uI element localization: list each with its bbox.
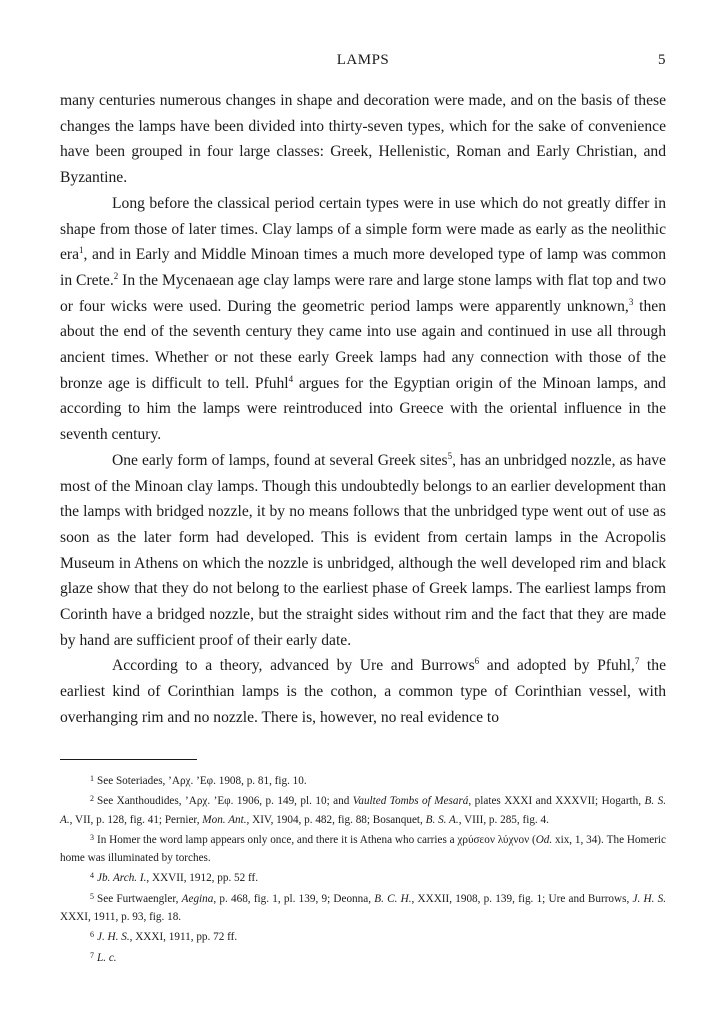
footnote-citation: J. H. S. [97, 931, 130, 944]
footnote-4 [60, 867, 666, 887]
footnote-text: , p. 468, fig. 1, pl. 139, 9; Deonna, [213, 892, 375, 905]
footnote-greek: ’Αρχ. ’Εφ. [168, 775, 216, 787]
footnote-text: In Homer the word lamp appears only once, and there it is Athena who carries a [97, 833, 458, 846]
footnote-5 [60, 888, 666, 927]
footnote-citation: J. H. S. [632, 892, 667, 905]
footnote-text: , XIV, 1904, p. 482, fig. 88; Bosanquet, [246, 813, 426, 826]
footnote-text: ( [529, 833, 536, 846]
footnote-citation: B. C. H. [374, 892, 412, 905]
footnote-ref-7[interactable]: 7 [634, 656, 640, 667]
paragraph-4-text: According to a theory, advanced by Ure and Burrows [112, 657, 475, 675]
footnote-mark: 1 [90, 774, 94, 783]
paragraph-4-text: and adopted by Pfuhl, [479, 657, 635, 675]
paragraph-2-text: then about the end of the seventh century they came into use again and continued in use all through ancient times. Whether or not these early Greek lamps had any connection with those of the bronze age is difficult to tell. Pfuhl [60, 297, 666, 392]
footnote-7 [60, 947, 666, 967]
footnote-mark: 3 [90, 832, 94, 842]
footnote-text: , XXXI, 1911, pp. 72 ff. [129, 931, 238, 944]
footnote-text: , XXXII, 1908, p. 139, fig. 1; Ure and Burrows, [411, 892, 633, 905]
footnote-text: , VII, p. 128, fig. 41; Pernier, [69, 813, 203, 826]
footnote-mark: 6 [90, 930, 94, 940]
footnote-greek: ’Αρχ. ’Εφ. [185, 795, 234, 808]
footnote-divider [60, 759, 197, 760]
footnote-ref-1[interactable]: 1 [79, 245, 84, 256]
footnote-citation: B. S. A. [425, 813, 459, 826]
footnote-citation: L. c. [97, 951, 117, 964]
paragraph-4 [60, 653, 666, 730]
paragraph-2-text: , and in Early and Middle Minoan times a much more developed type of lamp was common in Crete. [60, 246, 666, 289]
paragraph-3 [60, 448, 666, 654]
footnote-ref-6[interactable]: 6 [474, 656, 480, 667]
footnote-text: , plates XXXI and XXXVII; Hogarth, [468, 795, 645, 808]
footnote-6 [60, 926, 666, 946]
footnote-citation: Mon. Ant. [202, 813, 247, 826]
paragraph-3-text: One early form of lamps, found at several Greek sites [112, 451, 448, 469]
footnote-ref-4[interactable]: 4 [288, 373, 294, 384]
footnote-1 [60, 770, 666, 790]
paragraph-2-text: In the Mycenaean age clay lamps were rare and large stone lamps with flat top and two or four wicks were used. During the geometric period lamps were apparently unknown, [60, 271, 666, 315]
body-text [60, 88, 666, 731]
footnote-mark: 4 [90, 871, 94, 881]
footnote-ref-3[interactable]: 3 [628, 296, 634, 307]
footnote-text: xix, 1, 34). The Homeric home was illuminated by torches. [60, 833, 666, 865]
paragraph-2 [60, 191, 666, 448]
footnote-text: , VIII, p. 285, fig. 4. [458, 813, 549, 826]
footnote-mark: 2 [90, 794, 94, 804]
footnote-citation: Aegina [181, 892, 214, 905]
footnote-ref-2[interactable]: 2 [113, 270, 119, 281]
footnote-ref-5[interactable]: 5 [447, 450, 453, 461]
footnote-text: 1908, p. 81, fig. 10. [215, 775, 307, 787]
page-number: 5 [658, 52, 666, 68]
footnote-mark: 5 [90, 891, 94, 901]
footnote-citation: Jb. Arch. I. [97, 872, 147, 885]
running-title: LAMPS [336, 52, 390, 68]
paragraph-2-text: argues for the Egyptian origin of the Minoan lamps, and according to him the lamps were reintroduced into Greece with the oriental influence in the seventh century. [60, 374, 666, 444]
footnote-greek: χρύσεον λύχνον [457, 833, 530, 846]
running-head [60, 52, 666, 72]
paragraph-2-text: Long before the classical period certain types were in use which do not greatly differ in shape from those of later times. Clay lamps of a simple form were made as early as the neolithic era [60, 194, 666, 264]
footnote-citation: Vaulted Tombs of Mesará [352, 795, 469, 808]
paragraph-1-text: many centuries numerous changes in shape and decoration were made, and on the basis of these changes the lamps have been divided into thirty-seven types, which for the sake of convenience have been grouped in four large classes: Greek, Hellenistic, Roman and Early Christian, and Byzantine. [60, 92, 666, 187]
footnote-2 [60, 790, 666, 829]
footnote-text: , XXVII, 1912, pp. 52 ff. [146, 872, 259, 885]
paragraph-4-text: the earliest kind of Corinthian lamps is the cothon, a common type of Corinthian vessel, with overhanging rim and no nozzle. There is, however, no real evidence to [60, 657, 666, 726]
footnote-3 [60, 829, 666, 868]
footnote-text: See Furtwaengler, [97, 892, 182, 905]
footnote-citation: B. S. A. [60, 795, 666, 826]
footnote-text: See Xanthoudides, [97, 795, 186, 808]
footnote-citation: Od. [535, 833, 553, 846]
footnotes [60, 770, 666, 967]
footnote-text: See Soteriades, [97, 775, 169, 787]
paragraph-3-text: , has an unbridged nozzle, as have most of the Minoan clay lamps. Though this undoubtedly belongs to an earlier development than the lamps with bridged nozzle, it by no means follows that the unbridged type went out of use as soon as the later form had developed. This is evident from certain lamps in the Acropolis Museum in Athens on which the nozzle is unbridged, although the well developed rim and black glaze show that they do not belong to the earliest phase of Greek lamps. The earliest lamps from Corinth have a bridged nozzle, but the straight sides without rim and the fact that they are made by hand are sufficient proof of their early date. [60, 451, 666, 649]
footnote-text: XXXI, 1911, p. 93, fig. 18. [60, 911, 182, 924]
paragraph-1 [60, 88, 666, 191]
footnote-text: 1906, p. 149, pl. 10; and [233, 795, 353, 808]
footnote-mark: 7 [90, 950, 94, 960]
